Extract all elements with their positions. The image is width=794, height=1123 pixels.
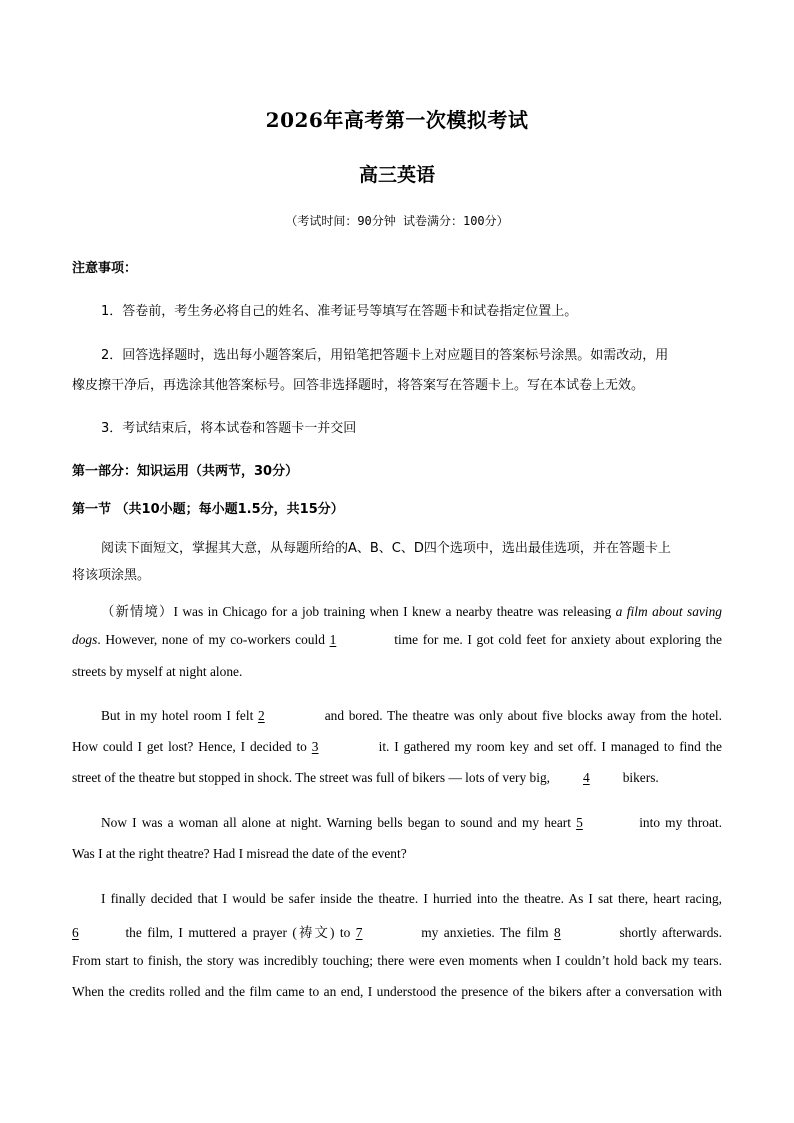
notice-heading: 注意事项： bbox=[72, 261, 138, 276]
passage-text: it. I gathered my room key and set off. I managed to find the bbox=[373, 739, 722, 754]
passage-text: But in my hotel room I felt bbox=[101, 708, 259, 723]
section1-heading: 第一节 （共10小题；每小题1.5分，共15分） bbox=[72, 502, 344, 517]
notice-item-2-line-1: 2．回答选择题时，选出每小题答案后，用铅笔把答题卡上对应题目的答案标号涂黑。如需改动，用 bbox=[101, 348, 669, 363]
passage-p2-line-3 bbox=[72, 770, 722, 786]
passage-italic-text: a film about saving bbox=[615, 604, 722, 619]
passage-p4-line-2 bbox=[72, 922, 722, 940]
passage-text: . However, none of my co-workers could bbox=[97, 632, 330, 647]
notice-item-3: 3．考试结束后，将本试卷和答题卡一并交回 bbox=[101, 421, 357, 436]
blank-2: 2 bbox=[258, 708, 265, 723]
exam-subject: 高三英语 bbox=[358, 164, 435, 186]
notice-item-1: 1．答卷前，考生务必将自己的姓名、准考证号等填写在答题卡和试卷指定位置上。 bbox=[101, 304, 578, 319]
passage-p1-line-2 bbox=[72, 632, 722, 650]
exam-title: 2026年高考第一次模拟考试 bbox=[265, 108, 529, 132]
instruction-line-1: 阅读下面短文，掌握其大意，从每题所给的A、B、C、D四个选项中，选出最佳选项，并在答题卡上 bbox=[101, 541, 671, 556]
instruction-line-2: 将该项涂黑。 bbox=[72, 568, 151, 583]
passage-p4-line-3: From start to finish, the story was incredibly touching; there were even moments when I couldn’t hold back my tears. bbox=[72, 953, 722, 968]
blank-6: 6 bbox=[72, 925, 79, 940]
passage-text: shortly afterwards. bbox=[614, 925, 722, 940]
blank-4: 4 bbox=[582, 770, 590, 785]
passage-text: bikers. bbox=[619, 770, 659, 785]
passage-text: into my throat. bbox=[634, 815, 722, 830]
blank-5: 5 bbox=[576, 815, 583, 830]
passage-p2-line-2 bbox=[72, 739, 722, 757]
exam-time-info: （考试时间：90分钟 试卷满分：100分） bbox=[285, 214, 509, 228]
passage-p3-line-2: Was I at the right theatre? Had I misread the date of the event? bbox=[72, 846, 407, 861]
passage-p1-line-3: streets by myself at night alone. bbox=[72, 664, 243, 679]
notice-item-2-line-2: 橡皮擦干净后，再选涂其他答案标号。回答非选择题时，将答案写在答题卡上。写在本试卷上无效。 bbox=[72, 378, 645, 393]
passage-text: （新情境）I was in Chicago for a job training when I knew a nearby theatre was releasing bbox=[101, 604, 616, 619]
passage-p1-line-1 bbox=[72, 601, 722, 619]
blank-1: 1 bbox=[329, 632, 337, 647]
part1-heading: 第一部分：知识运用（共两节，30分） bbox=[72, 464, 299, 479]
passage-text: the film, I muttered a prayer (祷文) to bbox=[120, 925, 356, 940]
passage-p2-line-1 bbox=[72, 708, 722, 726]
passage-p3-line-1 bbox=[72, 815, 722, 833]
passage-text: street of the theatre but stopped in shock. The street was full of bikers — lots of very big, bbox=[72, 770, 554, 785]
passage-text: Now I was a woman all alone at night. Warning bells began to sound and my heart bbox=[101, 815, 577, 830]
blank-3: 3 bbox=[311, 739, 319, 754]
passage-p4-line-1: I finally decided that I would be safer inside the theatre. I hurried into the theatre. As I sat there, heart racing, bbox=[101, 891, 722, 906]
blank-7: 7 bbox=[355, 925, 363, 940]
passage-text: time for me. I got cold feet for anxiety about exploring the bbox=[389, 632, 722, 647]
passage-italic-text: dogs bbox=[72, 632, 98, 647]
passage-p4-line-4: When the credits rolled and the film came to an end, I understood the presence of the bikers after a conversation with bbox=[72, 984, 722, 999]
passage-text: and bored. The theatre was only about five blocks away from the hotel. bbox=[320, 708, 722, 723]
blank-8: 8 bbox=[554, 925, 561, 940]
passage-text: my anxieties. The film bbox=[415, 925, 555, 940]
passage-text: How could I get lost? Hence, I decided to bbox=[72, 739, 312, 754]
